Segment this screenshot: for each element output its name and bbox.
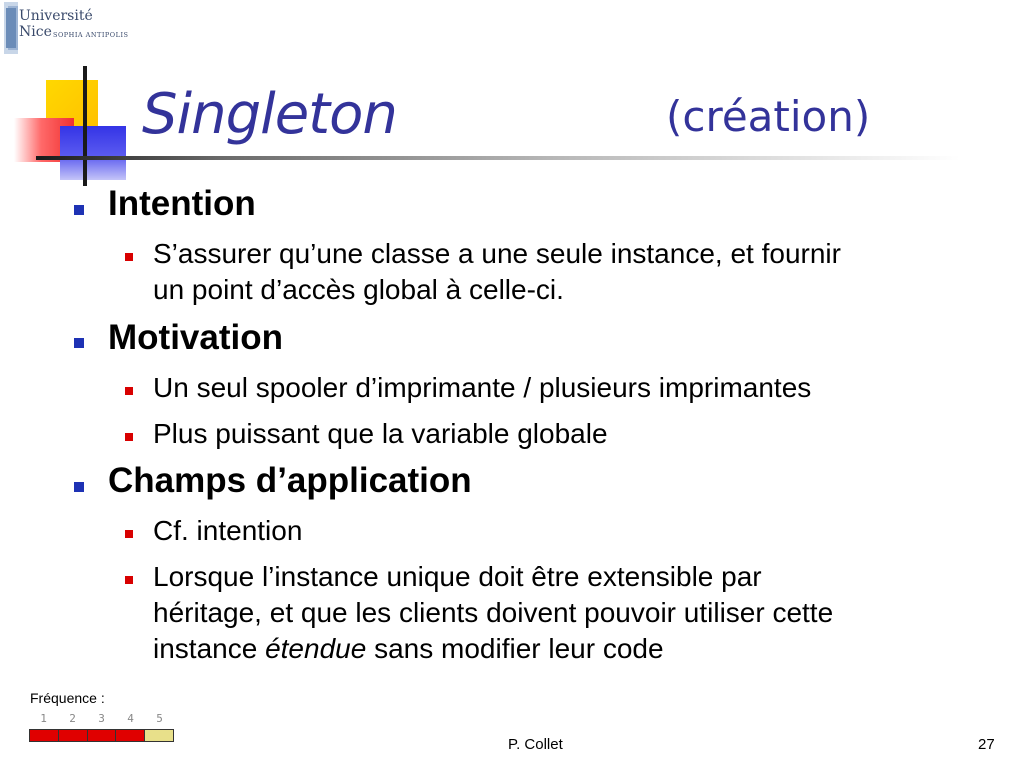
frequency-cell [59,730,88,741]
frequency-scale-label: 5 [156,712,163,725]
frequency-scale [29,712,174,725]
text-run: sans modifier leur code [366,633,664,664]
text-run: instance [153,633,266,664]
title-underline [36,156,960,160]
section-heading: Motivation [108,318,283,357]
logo-subtitle: SOPHIA ANTIPOLIS [53,31,129,39]
emphasized-text: étendue [265,633,367,664]
bullet-text: Cf. intention [153,515,303,546]
bullet-text: Lorsque l’instance unique doit être extensible par [153,561,762,592]
bullet-text: héritage, et que les clients doivent pouvoir utiliser cette [153,597,834,628]
frequency-scale-label: 3 [98,712,105,725]
frequency-bar [29,729,174,742]
frequency-cell [145,730,173,741]
bullet-l2-icon [125,253,133,261]
frequency-cell [88,730,117,741]
frequency-cell [30,730,59,741]
page-number: 27 [978,736,995,753]
bullet-l2-icon [125,576,133,584]
bullet-text: Un seul spooler d’imprimante / plusieurs imprimantes [153,372,812,403]
bullet-l2-icon [125,530,133,538]
frequency-scale-label: 4 [127,712,134,725]
frequency-scale-label: 2 [69,712,76,725]
logo-line-1: Université [19,8,93,24]
section-heading: Champs d’application [108,461,472,500]
slide-subtitle: (création) [666,92,871,141]
bullet-text [153,631,664,667]
section-heading: Intention [108,184,256,223]
bullet-text: S’assurer qu’une classe a une seule instance, et fournir [153,238,841,269]
bullet-text: un point d’accès global à celle-ci. [153,274,564,305]
slide-title: Singleton [142,82,397,147]
frequency-label: Fréquence : [30,690,105,706]
bullet-l1-icon [74,338,84,348]
bullet-l1-icon [74,205,84,215]
bullet-l2-icon [125,433,133,441]
university-logo [4,2,144,54]
bullet-text: Plus puissant que la variable globale [153,418,608,449]
frequency-scale-label: 1 [40,712,47,725]
bullet-l1-icon [74,482,84,492]
logo-line-2: Nice [19,24,52,40]
frequency-cell [116,730,145,741]
bullet-l2-icon [125,387,133,395]
decor-vertical-line [83,66,87,186]
decor-blue-square [60,126,126,180]
footer-author: P. Collet [508,736,563,753]
